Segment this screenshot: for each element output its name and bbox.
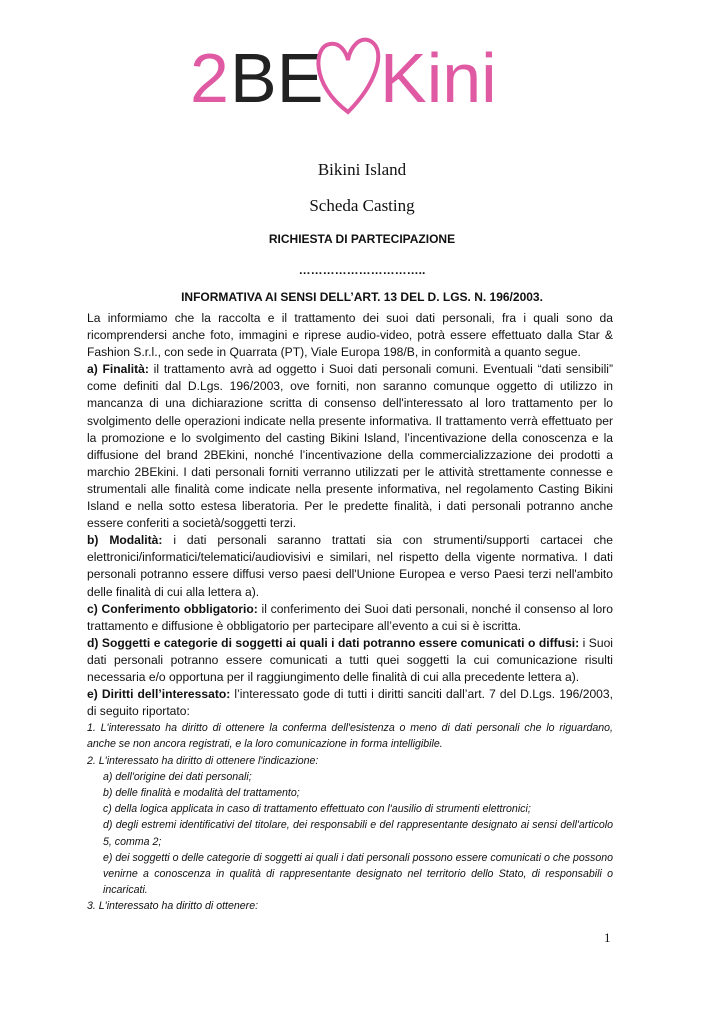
right-2c: c) della logica applicata in caso di trattamento effettuato con l'ausilio di strumenti elettronici;: [103, 803, 531, 816]
section-a-text: il trattamento avrà ad oggetto i Suoi dati personali comuni. Eventuali “dati sensibili” come definiti dal D.Lgs. 196/2003, ove forniti, non saranno comunque oggetto di utilizzo in mancanza di una dichiarazione scritta di consenso dell'interessato al loro trattamento per lo svolgimento delle operazioni indicate nella presente informativa. Il trattamento verrà effettuato per la promozione e lo svolgimento del casting Bikini Island, l’incentivazione della conoscenza e la diffusione del brand 2BEkini, nonché l’incentivazione della commercializzazione dei prodotti a marchio 2BEkini. I dati personali forniti verranno utilizzati per le attività strettamente connesse e strumentali alle finalità come indicate nella presente informativa, nel regolamento Casting Bikini Island e nella sotto estesa liberatoria. Per le predette finalità, i dati personali potranno anche essere conferiti a società/soggetti terzi.: [87, 362, 613, 531]
section-d-text: i Suoi dati personali potranno essere comunicati a tutti quei soggetti la cui comunicazione risulti necessaria e/o opportuna per il raggiungimento delle finalità di cui alla precedente lettera a).: [87, 635, 613, 684]
section-c-text: il conferimento dei Suoi dati personali, nonché il consenso al loro trattamento e diffusione è obbligatorio per partecipare all’evento a cui si è iscritta.: [87, 601, 613, 633]
right-2d: d) degli estremi identificativi del titolare, dei responsabili e del rappresentante designato ai sensi dell'articolo 5, comma 2;: [103, 819, 613, 848]
right-2b: b) delle finalità e modalità del trattamento;: [103, 787, 300, 800]
section-e-label: e) Diritti dell’interessato:: [87, 687, 231, 702]
section-a-label: a) Finalità:: [87, 362, 149, 377]
right-2e: e) dei soggetti o delle categorie di soggetti ai quali i dati personali possono essere comunicati o che possono venirne a conoscenza in qualità di rappresentante designato nel territorio dello Stato, di responsabili o incaricati.: [103, 851, 613, 897]
intro-paragraph: La informiamo che la raccolta e il trattamento dei suoi dati personali, fra i quali sono da ricomprendersi anche foto, immagini e riprese audio-video, potrà essere effettuato dalla Star & Fashion S.r.l., con sede in Quarrata (PT), Viale Europa 198/B, in conformità a quanto segue.: [87, 311, 613, 360]
section-b: [87, 532, 613, 600]
section-e: [87, 686, 613, 720]
document-body: [87, 310, 613, 915]
logo-text-be: BE: [230, 39, 324, 117]
section-b-label: b) Modalità:: [87, 533, 163, 548]
document-subtitle: Scheda Casting: [309, 196, 415, 215]
placeholder-dots: …………………………..: [298, 263, 426, 277]
section-d: [87, 635, 613, 686]
section-e-text: l’interessato gode di tutti i diritti sanciti dall’art. 7 del D.Lgs. 196/2003, di seguito riportato:: [87, 687, 613, 719]
logo-text-kini: Kini: [380, 39, 497, 117]
section-d-label: d) Soggetti e categorie di soggetti ai quali i dati potranno essere comunicati o diffusi:: [87, 635, 580, 650]
brand-logo: [190, 28, 510, 120]
request-heading: RICHIESTA DI PARTECIPAZIONE: [268, 232, 456, 246]
logo-text-2: 2: [190, 39, 229, 117]
right-3: 3. L'interessato ha diritto di ottenere:: [87, 900, 259, 913]
page-number: 1: [604, 930, 611, 945]
section-c: [87, 601, 613, 635]
right-2: 2. L'interessato ha diritto di ottenere l'indicazione:: [87, 754, 319, 767]
document-title: Bikini Island: [317, 160, 407, 179]
section-c-label: c) Conferimento obbligatorio:: [87, 601, 258, 616]
right-2a: a) dell'origine dei dati personali;: [103, 770, 252, 783]
section-a: [87, 361, 613, 532]
heart-icon: [318, 40, 378, 112]
informativa-heading: INFORMATIVA AI SENSI DELL’ART. 13 DEL D. LGS. N. 196/2003.: [181, 290, 543, 304]
right-1: 1. L'interessato ha diritto di ottenere la conferma dell'esistenza o meno di dati personali che lo riguardano, anche se non ancora registrati, e la loro comunicazione in forma intelligibile.: [87, 722, 613, 751]
section-b-text: i dati personali saranno trattati sia con strumenti/supporti cartacei che elettronici/informatici/telematici/audiovisivi e similari, nel rispetto della vigente normativa. I dati personali potranno essere diffusi verso paesi dell'Unione Europea e verso Paesi terzi nell'ambito delle finalità di cui alla lettera a).: [87, 533, 613, 599]
